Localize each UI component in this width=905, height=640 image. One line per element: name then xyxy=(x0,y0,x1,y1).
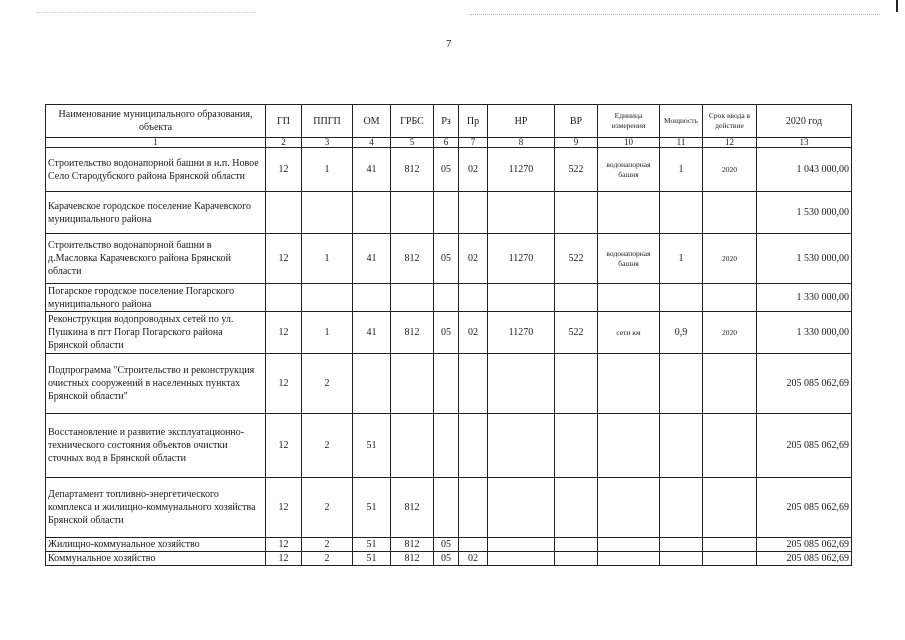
cell-nr xyxy=(488,414,555,478)
cell-unit xyxy=(598,354,660,414)
cell-rz xyxy=(434,192,459,234)
header-om: ОМ xyxy=(353,105,391,138)
cell-ppgp: 1 xyxy=(302,148,353,192)
cell-rz: 05 xyxy=(434,312,459,354)
budget-table xyxy=(45,104,852,566)
header-pr: Пр xyxy=(459,105,488,138)
cell-amount-2020: 205 085 062,69 xyxy=(757,354,852,414)
table-row xyxy=(46,552,852,566)
cell-vr xyxy=(555,552,598,566)
cell-name: Департамент топливно-энергетического комплекса и жилищно-коммунального хозяйства Брянской области xyxy=(46,478,266,538)
cell-om: 41 xyxy=(353,234,391,284)
cell-commission-date: 2020 xyxy=(703,312,757,354)
column-number: 11 xyxy=(660,138,703,148)
cell-unit xyxy=(598,414,660,478)
cell-commission-date xyxy=(703,192,757,234)
cell-amount-2020: 1 530 000,00 xyxy=(757,192,852,234)
cell-capacity: 0,9 xyxy=(660,312,703,354)
cell-capacity xyxy=(660,192,703,234)
cell-om xyxy=(353,284,391,312)
cell-rz xyxy=(434,414,459,478)
column-number: 13 xyxy=(757,138,852,148)
cell-grbs xyxy=(391,354,434,414)
cell-capacity xyxy=(660,354,703,414)
header-nr: НР xyxy=(488,105,555,138)
column-number: 1 xyxy=(46,138,266,148)
header-rz: Рз xyxy=(434,105,459,138)
cell-commission-date xyxy=(703,284,757,312)
table-row xyxy=(46,478,852,538)
cell-gp xyxy=(266,284,302,312)
cell-ppgp: 2 xyxy=(302,354,353,414)
table-row xyxy=(46,312,852,354)
cell-vr xyxy=(555,538,598,552)
cell-capacity xyxy=(660,538,703,552)
header-unit: Единица измерения xyxy=(598,105,660,138)
column-number: 2 xyxy=(266,138,302,148)
table-row xyxy=(46,234,852,284)
cell-amount-2020: 1 330 000,00 xyxy=(757,284,852,312)
cell-amount-2020: 205 085 062,69 xyxy=(757,552,852,566)
cell-om: 51 xyxy=(353,552,391,566)
cell-pr xyxy=(459,284,488,312)
cell-unit: водонапорная башня xyxy=(598,148,660,192)
cell-capacity xyxy=(660,284,703,312)
cell-ppgp: 1 xyxy=(302,312,353,354)
cell-unit xyxy=(598,192,660,234)
header-gp: ГП xyxy=(266,105,302,138)
cell-grbs xyxy=(391,284,434,312)
cell-commission-date xyxy=(703,552,757,566)
cell-vr xyxy=(555,414,598,478)
cell-name: Строительство водонапорной башни в д.Масловка Карачевского района Брянской области xyxy=(46,234,266,284)
cell-pr: 02 xyxy=(459,312,488,354)
cell-om: 51 xyxy=(353,478,391,538)
cell-capacity xyxy=(660,414,703,478)
cell-ppgp: 2 xyxy=(302,478,353,538)
cell-vr xyxy=(555,192,598,234)
cell-pr xyxy=(459,192,488,234)
page-number: 7 xyxy=(446,38,452,50)
cell-pr: 02 xyxy=(459,552,488,566)
scan-noise xyxy=(36,12,256,15)
cell-gp: 12 xyxy=(266,234,302,284)
table-body xyxy=(46,148,852,566)
table-row xyxy=(46,284,852,312)
cell-vr: 522 xyxy=(555,234,598,284)
cell-name: Реконструкция водопроводных сетей по ул. Пушкина в пгт Погар Погарского района Брянской области xyxy=(46,312,266,354)
header-commission-date: Срок ввода в действие xyxy=(703,105,757,138)
header-name: Наименование муниципального образования, объекта xyxy=(46,105,266,138)
scan-noise xyxy=(470,14,880,19)
column-number: 4 xyxy=(353,138,391,148)
cell-ppgp xyxy=(302,192,353,234)
cell-vr: 522 xyxy=(555,148,598,192)
cell-rz: 05 xyxy=(434,538,459,552)
cell-pr xyxy=(459,478,488,538)
cell-nr xyxy=(488,284,555,312)
cell-pr xyxy=(459,354,488,414)
table-row xyxy=(46,414,852,478)
cell-gp: 12 xyxy=(266,312,302,354)
cell-vr: 522 xyxy=(555,312,598,354)
cell-nr: 11270 xyxy=(488,312,555,354)
cell-unit xyxy=(598,284,660,312)
cell-amount-2020: 1 330 000,00 xyxy=(757,312,852,354)
header-ppgp: ППГП xyxy=(302,105,353,138)
cell-grbs: 812 xyxy=(391,312,434,354)
cell-commission-date xyxy=(703,478,757,538)
cell-grbs: 812 xyxy=(391,538,434,552)
cell-nr xyxy=(488,478,555,538)
cell-amount-2020: 205 085 062,69 xyxy=(757,538,852,552)
cell-om: 51 xyxy=(353,414,391,478)
cell-grbs xyxy=(391,192,434,234)
cell-gp: 12 xyxy=(266,414,302,478)
cell-ppgp: 2 xyxy=(302,552,353,566)
cell-unit: водонапорная башня xyxy=(598,234,660,284)
cell-rz xyxy=(434,284,459,312)
column-number: 10 xyxy=(598,138,660,148)
cell-rz: 05 xyxy=(434,552,459,566)
column-number: 9 xyxy=(555,138,598,148)
column-number: 8 xyxy=(488,138,555,148)
cell-gp xyxy=(266,192,302,234)
cell-nr: 11270 xyxy=(488,234,555,284)
cell-unit: сети км xyxy=(598,312,660,354)
cell-capacity: 1 xyxy=(660,148,703,192)
table-row xyxy=(46,192,852,234)
cell-rz: 05 xyxy=(434,234,459,284)
column-number: 7 xyxy=(459,138,488,148)
cell-name: Жилищно-коммунальное хозяйство xyxy=(46,538,266,552)
header-row xyxy=(46,105,852,138)
cell-name: Карачевское городское поселение Карачевского муниципального района xyxy=(46,192,266,234)
table-row xyxy=(46,354,852,414)
cell-rz xyxy=(434,478,459,538)
cell-name: Строительство водонапорной башни в н.п. Новое Село Стародубского района Брянской области xyxy=(46,148,266,192)
cell-om xyxy=(353,192,391,234)
cell-gp: 12 xyxy=(266,478,302,538)
cell-pr xyxy=(459,414,488,478)
cell-amount-2020: 205 085 062,69 xyxy=(757,414,852,478)
cell-vr xyxy=(555,354,598,414)
cell-gp: 12 xyxy=(266,552,302,566)
cell-grbs: 812 xyxy=(391,552,434,566)
cell-unit xyxy=(598,552,660,566)
cell-om xyxy=(353,354,391,414)
cell-name: Восстановление и развитие эксплуатационно-технического состояния объектов очистки сточных вод в Брянской области xyxy=(46,414,266,478)
cell-amount-2020: 1 043 000,00 xyxy=(757,148,852,192)
cell-name: Коммунальное хозяйство xyxy=(46,552,266,566)
cell-name: Погарское городское поселение Погарского муниципального района xyxy=(46,284,266,312)
cell-capacity xyxy=(660,552,703,566)
header-vr: ВР xyxy=(555,105,598,138)
cell-nr xyxy=(488,192,555,234)
cell-ppgp: 1 xyxy=(302,234,353,284)
column-number-row xyxy=(46,138,852,148)
cell-gp: 12 xyxy=(266,148,302,192)
cell-pr: 02 xyxy=(459,234,488,284)
cell-nr xyxy=(488,538,555,552)
column-number: 12 xyxy=(703,138,757,148)
cell-grbs xyxy=(391,414,434,478)
column-number: 6 xyxy=(434,138,459,148)
cell-gp: 12 xyxy=(266,354,302,414)
cell-grbs: 812 xyxy=(391,148,434,192)
cell-pr: 02 xyxy=(459,148,488,192)
cell-capacity: 1 xyxy=(660,234,703,284)
cell-grbs: 812 xyxy=(391,234,434,284)
cell-nr xyxy=(488,354,555,414)
header-grbs: ГРБС xyxy=(391,105,434,138)
cell-commission-date: 2020 xyxy=(703,148,757,192)
cell-commission-date: 2020 xyxy=(703,234,757,284)
cell-amount-2020: 1 530 000,00 xyxy=(757,234,852,284)
scan-edge-mark xyxy=(896,0,898,12)
cell-unit xyxy=(598,538,660,552)
cell-gp: 12 xyxy=(266,538,302,552)
cell-rz xyxy=(434,354,459,414)
cell-nr xyxy=(488,552,555,566)
cell-rz: 05 xyxy=(434,148,459,192)
cell-grbs: 812 xyxy=(391,478,434,538)
cell-unit xyxy=(598,478,660,538)
cell-name: Подпрограмма "Строительство и реконструкция очистных сооружений в населенных пунктах Брянской области" xyxy=(46,354,266,414)
cell-ppgp xyxy=(302,284,353,312)
cell-nr: 11270 xyxy=(488,148,555,192)
cell-om: 41 xyxy=(353,148,391,192)
table-row xyxy=(46,538,852,552)
cell-vr xyxy=(555,284,598,312)
cell-vr xyxy=(555,478,598,538)
cell-om: 41 xyxy=(353,312,391,354)
table-row xyxy=(46,148,852,192)
cell-om: 51 xyxy=(353,538,391,552)
cell-commission-date xyxy=(703,414,757,478)
cell-commission-date xyxy=(703,538,757,552)
cell-ppgp: 2 xyxy=(302,414,353,478)
header-year-2020: 2020 год xyxy=(757,105,852,138)
cell-amount-2020: 205 085 062,69 xyxy=(757,478,852,538)
column-number: 5 xyxy=(391,138,434,148)
column-number: 3 xyxy=(302,138,353,148)
cell-commission-date xyxy=(703,354,757,414)
header-capacity: Мощность xyxy=(660,105,703,138)
cell-capacity xyxy=(660,478,703,538)
cell-pr xyxy=(459,538,488,552)
cell-ppgp: 2 xyxy=(302,538,353,552)
